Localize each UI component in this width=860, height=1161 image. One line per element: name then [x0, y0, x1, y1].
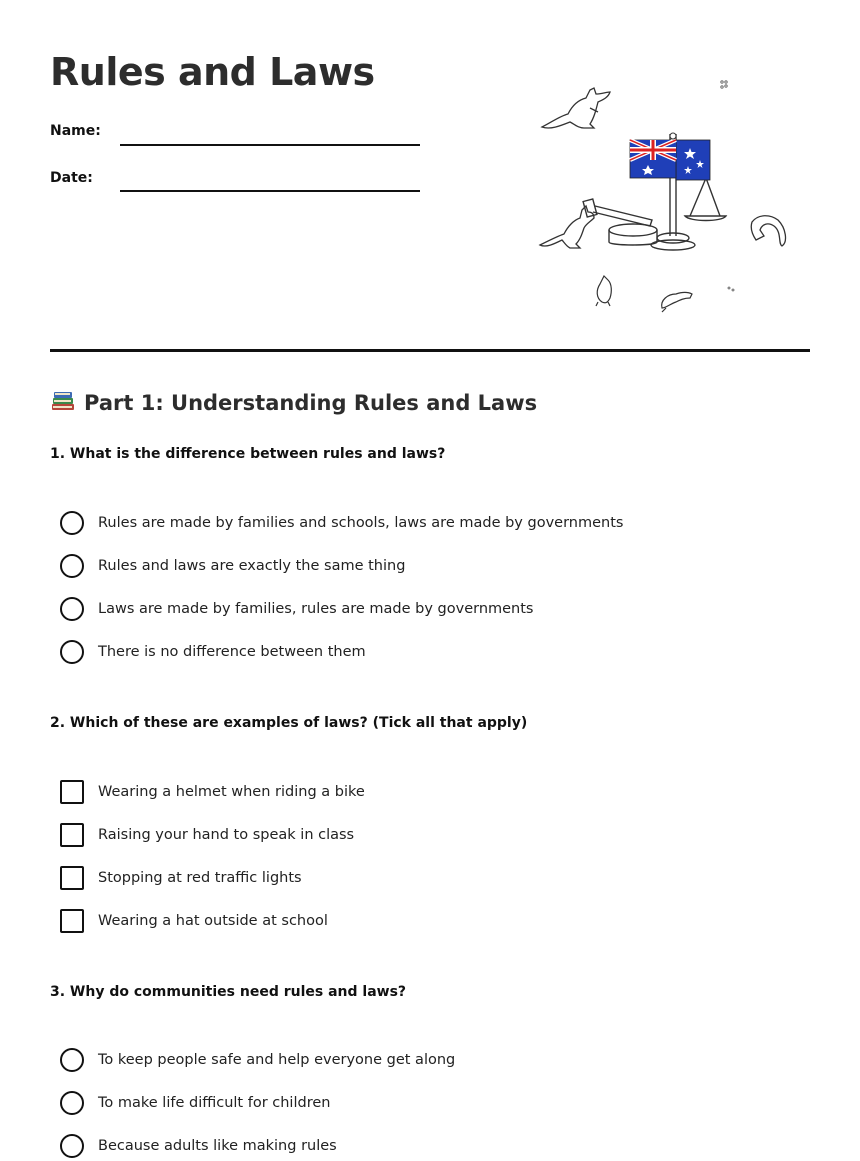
question-1-text: 1. What is the difference between rules and laws?: [50, 446, 446, 462]
checkbox[interactable]: [60, 866, 84, 890]
radio-button[interactable]: [60, 1134, 84, 1158]
radio-button[interactable]: [60, 597, 84, 621]
australian-law-illustration: [530, 70, 800, 320]
option-label: Because adults like making rules: [98, 1138, 337, 1154]
date-label: Date:: [50, 170, 93, 186]
books-icon: [50, 388, 76, 414]
header-divider: [50, 349, 810, 352]
checkbox[interactable]: [60, 823, 84, 847]
gavel-icon: [583, 199, 657, 245]
option-label: Wearing a helmet when riding a bike: [98, 784, 365, 800]
checkbox[interactable]: [60, 780, 84, 804]
part1-title-text: Part 1: Understanding Rules and Laws: [84, 391, 538, 415]
question-1-option-4[interactable]: [60, 639, 366, 665]
kangaroo-icon: [542, 88, 610, 128]
snake-icon: [751, 216, 785, 246]
option-label: Stopping at red traffic lights: [98, 870, 302, 886]
possum-icon: [596, 276, 611, 306]
platypus-icon: [662, 293, 692, 313]
question-3-text: 3. Why do communities need rules and laws?: [50, 984, 407, 1000]
question-3-option-2[interactable]: [60, 1090, 330, 1116]
radio-button[interactable]: [60, 511, 84, 535]
option-label: Wearing a hat outside at school: [98, 913, 328, 929]
question-3-option-3[interactable]: [60, 1133, 337, 1159]
question-2-text: 2. Which of these are examples of laws? (Tick all that apply): [50, 715, 528, 731]
option-label: Rules and laws are exactly the same thing: [98, 558, 406, 574]
option-label: To make life difficult for children: [98, 1095, 331, 1111]
worksheet-title: Rules and Laws: [50, 50, 375, 94]
question-2-option-3[interactable]: [60, 865, 302, 891]
question-1-option-3[interactable]: [60, 596, 534, 622]
option-label: Rules are made by families and schools, laws are made by governments: [98, 515, 624, 531]
name-label: Name:: [50, 123, 101, 139]
option-label: Laws are made by families, rules are made by governments: [98, 601, 534, 617]
question-2-option-1[interactable]: [60, 779, 365, 805]
radio-button[interactable]: [60, 640, 84, 664]
option-label: There is no difference between them: [98, 644, 366, 660]
option-label: To keep people safe and help everyone get along: [98, 1052, 456, 1068]
question-2-option-2[interactable]: [60, 822, 354, 848]
part1-title: [50, 388, 537, 415]
checkbox[interactable]: [60, 909, 84, 933]
australian-flag-icon: [630, 133, 710, 180]
radio-button[interactable]: [60, 554, 84, 578]
question-1-option-1[interactable]: [60, 510, 623, 536]
date-field[interactable]: [120, 190, 420, 192]
radio-button[interactable]: [60, 1048, 84, 1072]
decorative-dots-icon: [721, 81, 734, 291]
radio-button[interactable]: [60, 1091, 84, 1115]
question-2-option-4[interactable]: [60, 908, 328, 934]
name-field[interactable]: [120, 144, 420, 146]
option-label: Raising your hand to speak in class: [98, 827, 355, 843]
question-3-option-1[interactable]: [60, 1047, 455, 1073]
question-1-option-2[interactable]: [60, 553, 405, 579]
